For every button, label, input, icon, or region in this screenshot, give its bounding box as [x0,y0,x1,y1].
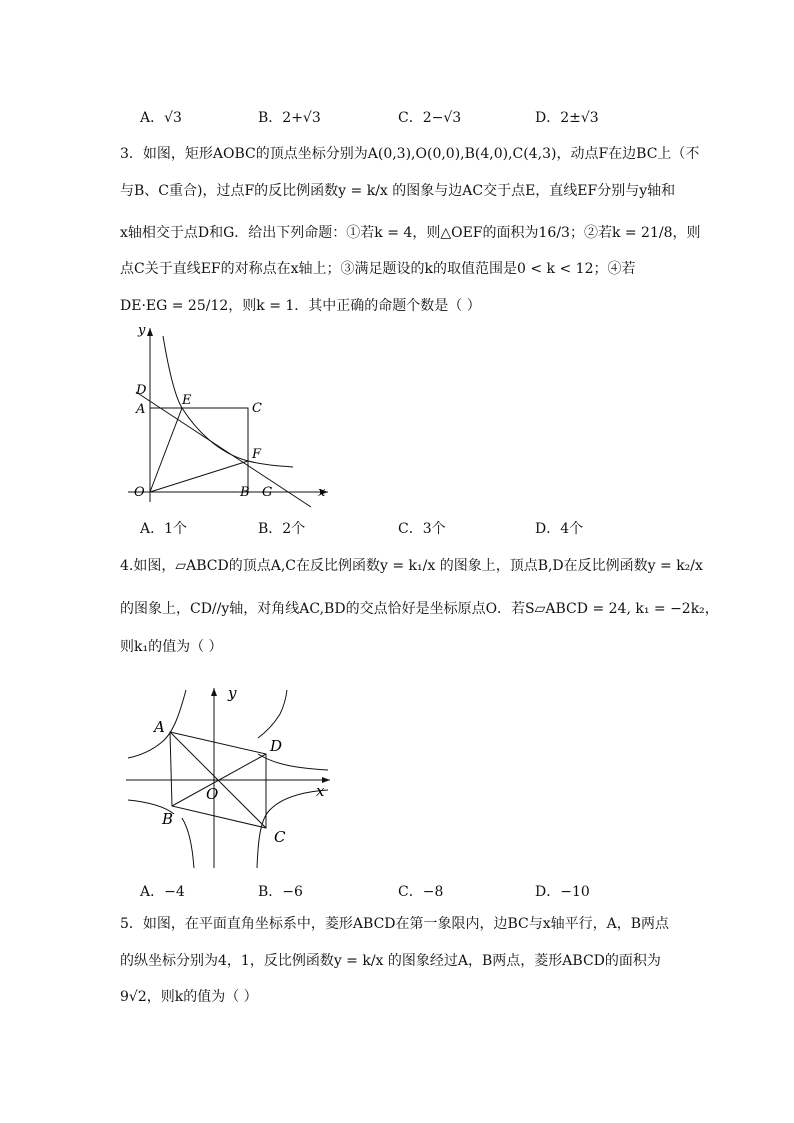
q3-option-d: D．4个 [535,521,584,537]
q2-option-a: A．√3 [140,110,182,126]
q4-label-c: C [274,828,286,846]
q4-option-c: C．−8 [398,884,444,900]
q2-option-c: C．2−√3 [398,110,462,126]
q4-figure [118,682,338,872]
q3-line-5: DE·EG = 25/12，则k = 1．其中正确的命题个数是（ ） [120,298,481,314]
q3-segment-of [150,461,248,492]
q4-label-o: O [206,785,219,803]
q3-figure [118,318,338,508]
q3-option-a: A．1个 [140,521,188,537]
q4-option-b: B．−6 [258,884,303,900]
q3-label-o: O [134,485,145,500]
q5-line-2: 的纵坐标分别为4，1，反比例函数y = k/x 的图象经过A，B两点，菱形ABCD的面积为 [120,953,661,969]
q3-y-arrow [147,328,153,336]
q3-label-c: C [252,401,262,416]
q5-line-1: 5．如图，在平面直角坐标系中，菱形ABCD在第一象限内，边BC与x轴平行，A，B两点 [120,916,670,932]
q2-option-b: B．2+√3 [258,110,321,126]
q4-label-a: A [154,718,165,736]
q3-line-1: 3．如图，矩形AOBC的顶点坐标分别为A(0,3),O(0,0),B(4,0),C(4,3)，动点F在边BC上（不 [120,146,700,162]
q4-label-y: y [228,684,237,702]
q3-label-y: y [138,323,146,338]
q4-option-d: D．−10 [535,884,590,900]
q3-label-d: D [136,383,147,398]
q3-line-dg [136,392,311,507]
q4-line-3: 则k₁的值为（ ） [120,639,223,655]
q2-option-d: D．2±√3 [535,110,599,126]
q3-label-g: G [262,485,273,500]
q3-label-a: A [136,402,146,417]
q4-curve-c [257,790,328,868]
q3-line-4: 点C关于直线EF的对称点在x轴上；③满足题设的k的取值范围是0 < k < 12；④若 [120,261,636,277]
q3-rectangle [150,408,248,492]
q4-y-arrow [211,688,217,696]
q4-curve-b-lower [182,818,194,868]
q4-curve-d [258,690,287,738]
q4-label-d: D [270,737,283,755]
q3-label-b: B [240,485,250,500]
q4-line-1: 4.如图，▱ABCD的顶点A,C在反比例函数y = k₁/x 的图象上，顶点B,D在反比例函数y = k₂/x [120,558,703,574]
q3-label-x: x [318,485,326,500]
q4-label-b: B [162,810,174,828]
q3-option-c: C．3个 [398,521,446,537]
q4-line-2: 的图象上，CD//y轴，对角线AC,BD的交点恰好是坐标原点O．若S▱ABCD = 24, k₁ = −2k₂， [120,601,719,617]
q3-label-e: E [182,393,192,408]
q3-option-b: B．2个 [258,521,306,537]
q4-label-x: x [316,782,325,800]
q3-label-f: F [252,447,262,462]
q3-line-2: 与B、C重合)，过点F的反比例函数y = k/x 的图象与边AC交于点E，直线EF分别与y轴和 [120,183,676,199]
q5-line-3: 9√2，则k的值为（ ） [120,989,258,1005]
q3-line-3: x轴相交于点D和G．给出下列命题：①若k = 4，则△OEF的面积为16/3；②若k = 21/8，则 [120,225,701,241]
q3-segment-oe [150,408,182,492]
q4-option-a: A．−4 [140,884,185,900]
q4-curve-d-right [258,754,328,770]
